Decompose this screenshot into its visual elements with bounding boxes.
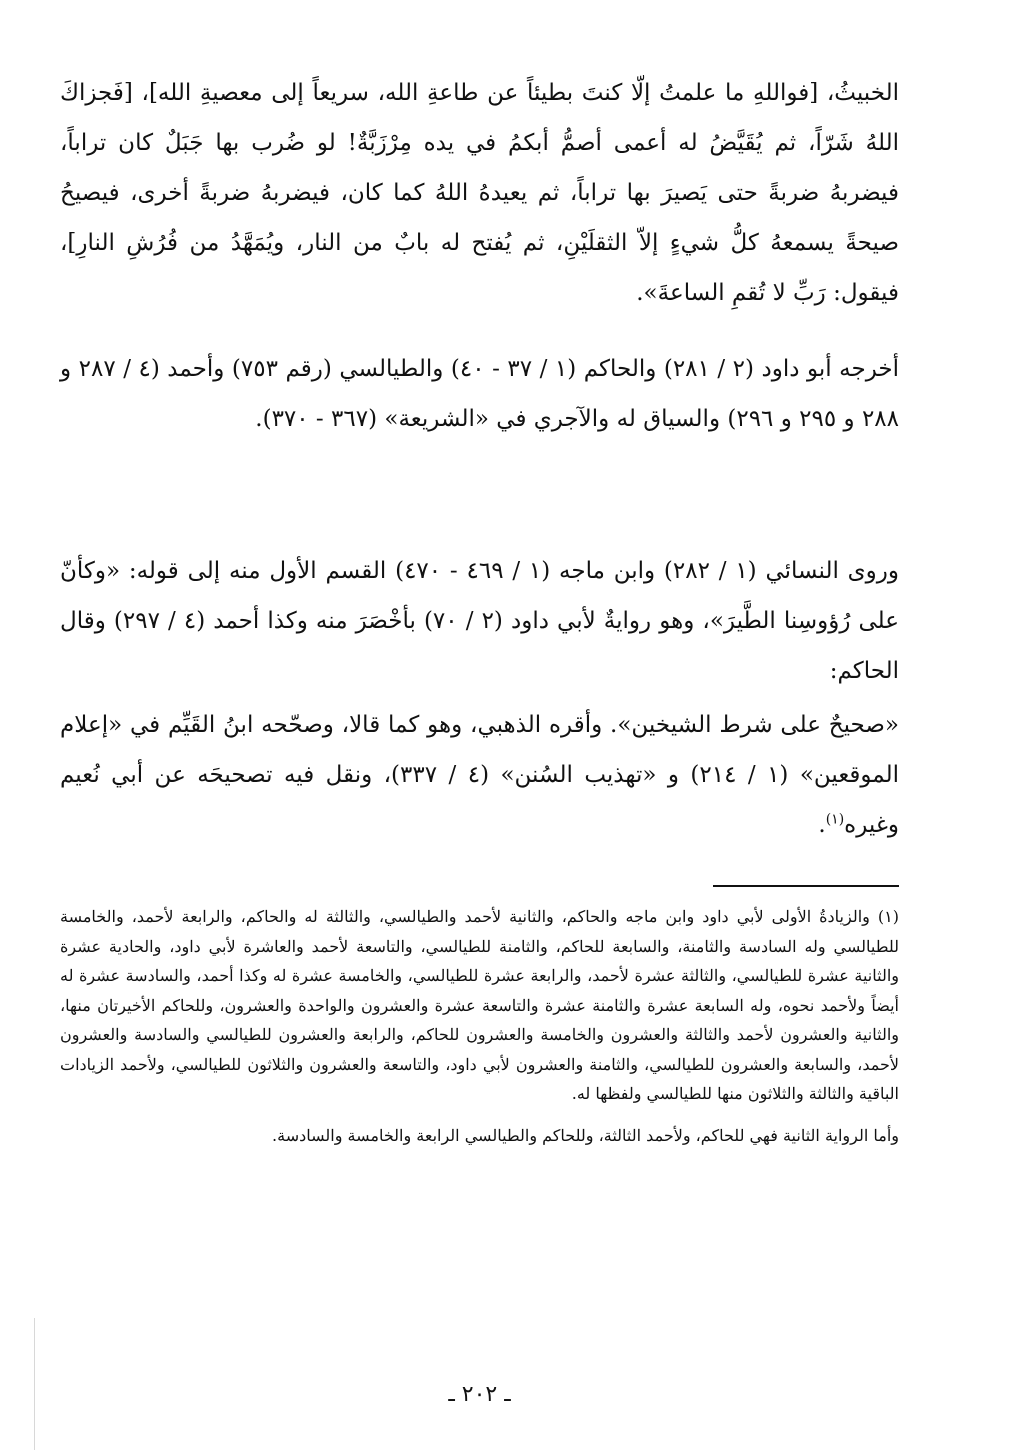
footnotes (60, 902, 899, 1150)
page-content (60, 60, 899, 1450)
page-number: ـ ٢٠٢ ـ (448, 1382, 511, 1407)
scan-margin-line (34, 1318, 35, 1450)
body-paragraph-other-narrations: وروى النسائي (١ / ٢٨٢) وابن ماجه (١ / ٤٦٩ - ٤٧٠) القسم الأول منه إلى قوله: «وكأنّ على رُؤوسِنا الطَّيرَ»، وهو روايةٌ لأبي داود (٢ / ٧٠) بأخْصَرَ منه وكذا أحمد (٤ / ٢٩٧) وقال الحاكم: (60, 558, 900, 684)
body-paragraph-grading (60, 700, 899, 850)
grading-text: «صحيحٌ على شرط الشيخين». وأقره الذهبي، وهو كما قالا، وصحّحه ابنُ القَيِّم في «إعلام الموقعين» (١ / ٢١٤) و «تهذيب السُنن» (٤ / ٣٣٧)، ونقل فيه تصحيحَه عن أبي نُعيم وغيره (60, 712, 900, 838)
grading-end: . (818, 812, 826, 838)
footnote-separator (713, 885, 899, 887)
footnote-1-continuation: وأما الرواية الثانية فهي للحاكم، ولأحمد الثالثة، وللحاكم والطيالسي الرابعة والخامسة والسادسة. (272, 1125, 899, 1145)
body-paragraph-takhrij: أخرجه أبو داود (٢ / ٢٨١) والحاكم (١ / ٣٧ - ٤٠) والطيالسي (رقم ٧٥٣) وأحمد (٤ / ٢٨٧ و ٢٨٨ و ٢٩٥ و ٢٩٦) والسياق له والآجري في «الشريعة» (٣٦٧ - ٣٧٠). (60, 356, 900, 432)
footnote-marker: (١) (825, 811, 845, 828)
footnote-1: (١) والزيادةُ الأولى لأبي داود وابن ماجه والحاكم، والثانية لأحمد والطيالسي، والثالثة له والحاكم، والرابعة لأحمد، والخامسة للطيالسي وله السادسة والثامنة، والسابعة للحاكم، والثامنة للطيالسي، والتاسعة لأحمد والعاشرة لأبي داود، والحادية عشرة والثانية عشرة للطيالسي، والثالثة عشرة لأحمد، والرابعة عشرة للطيالسي، والخامسة عشرة له وكذا أحمد، والسادسة عشرة له أيضاً ولأحمد نحوه، وله السابعة عشرة والثامنة عشرة والتاسعة عشرة والعشرون والواحدة والعشرون، وللحاكم الأخيرتان منها، والثانية والعشرون لأحمد والثالثة والعشرون والخامسة والعشرون للحاكم، والرابعة والعشرون للطيالسي والسادسة والعشرون لأحمد، والسابعة والعشرون للطيالسي، والثامنة والعشرون لأبي داود، والتاسعة والعشرون والثلاثون للطيالسي، ولأحمد الزيادات الباقية والثالثة والثلاثون منها للطيالسي ولفظها له. (60, 907, 899, 1103)
body-paragraph-hadith-text: الخبيثُ، [فواللهِ ما علمتُ إلّا كنتَ بطيئاً عن طاعةِ الله، سريعاً إلى معصيةِ الله]، [فَجزاكَ اللهُ شَرّاً، ثم يُقَيَّضُ له أعمى أصمُّ أبكمُ في يده مِرْزَبَّةٌ! لو ضُرب بها جَبَلٌ كان تراباً، فيضربهُ ضربةً حتى يَصيرَ بها تراباً، ثم يعيدهُ اللهُ كما كان، فيضربهُ ضربةً أخرى، فيصيحُ صيحةً يسمعهُ كلُّ شيءٍ إلاّ الثقلَيْنِ، ثم يُفتح له بابٌ من النار، ويُمَهَّدُ من فُرُشِ النارِ]، فيقول: رَبِّ لا تُقمِ الساعةَ». (60, 80, 899, 306)
